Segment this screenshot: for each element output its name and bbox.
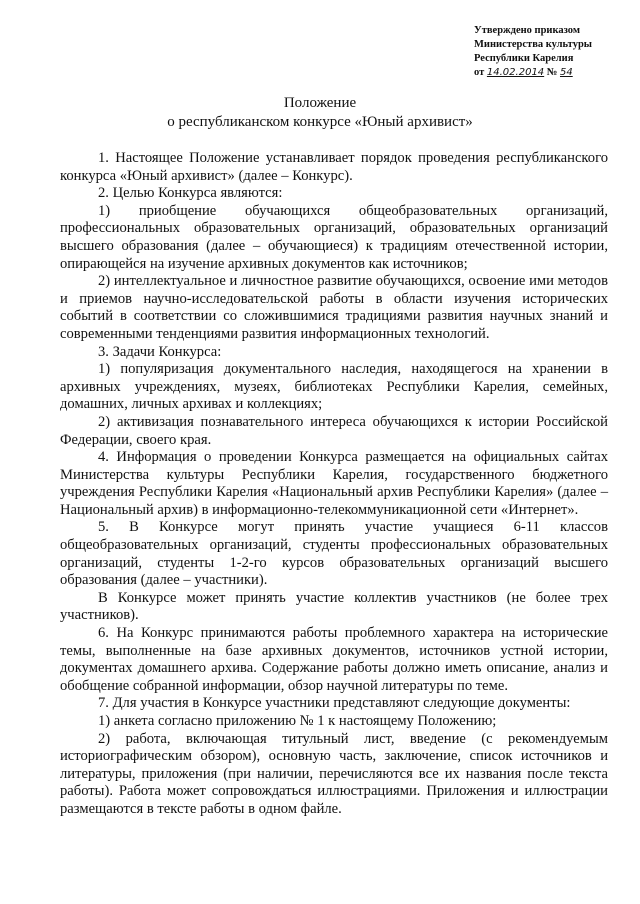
approval-date-line (474, 66, 592, 80)
paragraph: 5. В Конкурсе могут принять участие учащиеся 6-11 классов общеобразовательных организаций, студенты профессиональных образовательных организаций, студенты 1-2-го курсов образовательных организаций высшего образования (далее – участники). (60, 519, 608, 589)
paragraph: 1) приобщение обучающихся общеобразовательных организаций, профессиональных образовательных организаций, образовательных организаций высшего образования (далее – обучающиеся) к традициям отечественной истории, опирающейся на изучение архивных документов как источников; (60, 202, 608, 272)
paragraph: 1) анкета согласно приложению № 1 к настоящему Положению; (98, 713, 497, 729)
approval-date-prefix: от (474, 67, 485, 78)
paragraph: 1) популяризация документального наследия, находящегося на хранении в архивных учреждениях, музеях, библиотеках Республики Карелия, семейных, домашних, личных архивах и коллекциях; (60, 361, 608, 413)
paragraph: 4. Информация о проведении Конкурса размещается на официальных сайтах Министерства культуры Республики Карелия, государственного бюджетного учреждения Республики Карелия «Национальный архив Республики Карелия» (далее – Национальный архив) в информационно-телекоммуникационной сети «Интернет». (60, 449, 608, 518)
paragraph: 3. Задачи Конкурса: (98, 343, 222, 360)
paragraph: 2) работа, включающая титульный лист, введение (с рекомендуемым историографическим обзором), основную часть, заключение, список источников и литературы, приложения (при наличии, перечисляются все их названия после текста работы). Работа может сопровождаться иллюстрациями. Приложения и иллюстрации размещаются в тексте работы в одном файле. (60, 730, 608, 817)
paragraph: 2) активизация познавательного интереса обучающихся к истории Российской Федерации, своего края. (60, 413, 608, 448)
approval-number: 54 (559, 67, 573, 78)
paragraph: 2) интеллектуальное и личностное развитие обучающихся, освоение ими методов и приемов научно-исследовательской работы в области изучения исторических событий в соответствии со сложившимися традициями развития научных знаний и современными тенденциями развития информационных технологий. (60, 273, 608, 342)
document-subtitle: о республиканском конкурсе «Юный архивист» (167, 114, 473, 130)
document-body (60, 150, 608, 819)
approval-date: 14.02.2014 (486, 67, 545, 78)
paragraph: 1. Настоящее Положение устанавливает порядок проведения республиканского конкурса «Юный архивист» (далее – Конкурс). (60, 150, 608, 184)
paragraph: В Конкурсе может принять участие коллектив участников (не более трех участников). (60, 589, 608, 624)
paragraph: 2. Целью Конкурса являются: (98, 185, 283, 202)
paragraph: 7. Для участия в Конкурсе участники представляют следующие документы: (98, 695, 571, 712)
approval-line-2: Министерства культуры (474, 39, 592, 50)
approval-line-3: Республики Карелия (474, 53, 574, 64)
approval-line-1: Утверждено приказом (474, 25, 580, 36)
approval-number-prefix: № (546, 67, 558, 78)
paragraph: 6. На Конкурс принимаются работы проблемного характера на исторические темы, выполненные на базе архивных документов, источников устной истории, документах домашнего архива. Содержание работы должно иметь описание, анализ и обобщение собранной информации, обзор научной литературы по теме. (60, 625, 608, 694)
document-title: Положение (283, 95, 357, 111)
approval-stamp (474, 24, 592, 80)
